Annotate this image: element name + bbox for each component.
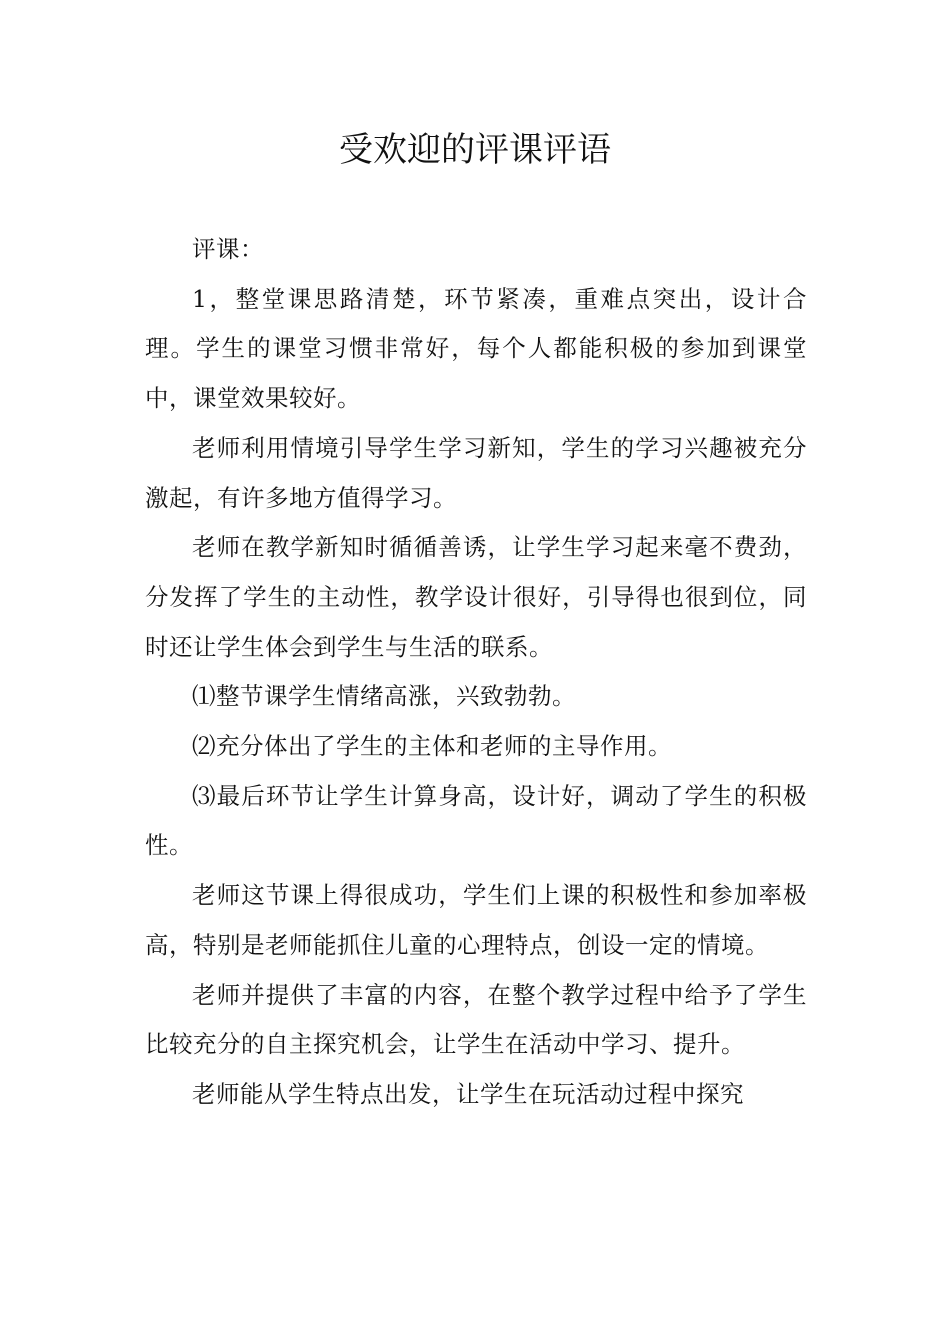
paragraph-heading: 评课： [192,235,264,263]
paragraph: 老师这节课上得很成功，学生们上课的积极性和参加率极高，特别是老师能抓住儿童的心理特点，创设一定的情境。 [145,881,807,959]
paragraph: 老师能从学生特点出发，让学生在玩活动过程中探究 [192,1079,744,1108]
paragraph: 1，整堂课思路清楚，环节紧凑，重难点突出，设计合理。学生的课堂习惯非常好，每个人都能积极的参加到课堂中，课堂效果较好。 [145,284,807,413]
list-item: ⑵充分体出了学生的主体和老师的主导作用。 [192,732,672,761]
paragraph: 老师在教学新知时循循善诱，让学生学习起来毫不费劲，分发挥了学生的主动性，教学设计很好，引导得也很到位，同时还让学生体会到学生与生活的联系。 [145,533,807,661]
paragraph: 老师利用情境引导学生学习新知，学生的学习兴趣被充分激起，有许多地方值得学习。 [145,433,807,512]
document-body [145,225,807,1120]
document-title: 受欢迎的评课评语 [339,130,611,170]
paragraph: 老师并提供了丰富的内容，在整个教学过程中给予了学生比较充分的自主探究机会，让学生在活动中学习、提升。 [145,980,807,1059]
list-item: ⑴整节课学生情绪高涨，兴致勃勃。 [192,682,576,711]
list-item: ⑶最后环节让学生计算身高，设计好，调动了学生的积极性。 [145,781,807,860]
